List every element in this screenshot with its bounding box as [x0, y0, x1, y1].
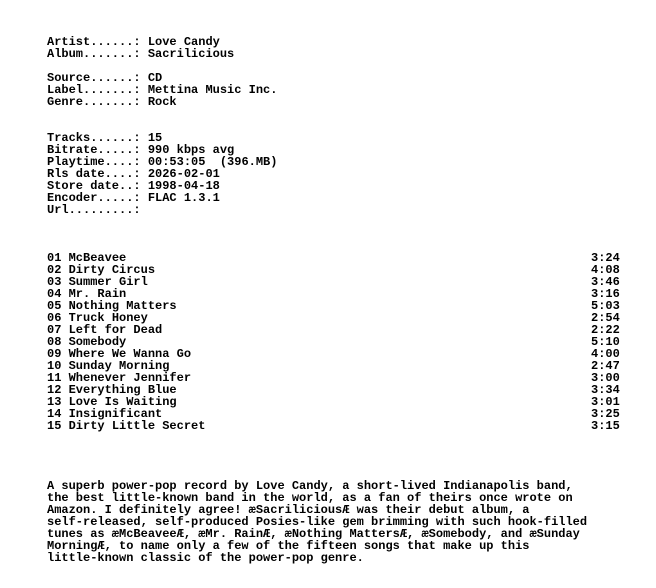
track-title: Dirty Circus [68, 263, 156, 277]
track-title: Love Is Waiting [68, 395, 177, 409]
track-title: Left for Dead [68, 323, 163, 337]
track-number: 11 [47, 371, 62, 385]
track-number: 01 [47, 251, 62, 265]
track-title: Truck Honey [68, 311, 148, 325]
track-duration: 3:34 [591, 383, 620, 397]
track-number: 12 [47, 383, 62, 397]
track-title: Mr. Rain [68, 287, 127, 301]
album-row [47, 48, 637, 60]
track-title: Summer Girl [68, 275, 148, 289]
track-title: McBeavee [68, 251, 127, 265]
tracks-value: 15 [147, 131, 163, 145]
track-duration: 3:01 [591, 395, 620, 409]
track-duration: 4:00 [591, 347, 620, 361]
rls-date-label: Rls date....: [47, 167, 141, 181]
album-description: A superb power-pop record by Love Candy, a short-lived Indianapolis band, the best little-known band in the world, as a fan of theirs once wrote on Amazon. I definitely agree! æSacriliciousÆ was their debut album, a self-released, self-produced Posies-like gem brimming with such hook-filled tunes as æMcBeaveeÆ, æMr. RainÆ, æNothing MattersÆ, æSomebody, and æSunday MorningÆ, to name only a few of the fifteen songs that make up this little-known classic of the power-pop genre. [47, 479, 588, 565]
track-duration: 3:24 [591, 251, 620, 265]
track-number: 08 [47, 335, 62, 349]
label-value: Mettina Music Inc. [147, 83, 278, 97]
track-row [47, 324, 637, 336]
url-label: Url.........: [47, 203, 141, 217]
tracks-label: Tracks......: [47, 131, 141, 145]
source-label: Source......: [47, 71, 141, 85]
playtime-value: 00:53:05 (396.MB) [147, 155, 278, 169]
bitrate-label: Bitrate.....: [47, 143, 141, 157]
track-duration: 2:22 [591, 323, 620, 337]
genre-value: Rock [147, 95, 177, 109]
track-number: 03 [47, 275, 62, 289]
track-number: 09 [47, 347, 62, 361]
genre-label: Genre.......: [47, 95, 141, 109]
track-row [47, 420, 637, 432]
track-number: 05 [47, 299, 62, 313]
track-duration: 4:08 [591, 263, 620, 277]
label-label: Label.......: [47, 83, 141, 97]
track-title: Sunday Morning [68, 359, 170, 373]
album-value: Sacrilicious [147, 47, 235, 61]
encoder-value: FLAC 1.3.1 [147, 191, 220, 205]
track-title: Whenever Jennifer [68, 371, 192, 385]
track-number: 07 [47, 323, 62, 337]
store-date-value: 1998-04-18 [147, 179, 220, 193]
track-number: 04 [47, 287, 62, 301]
artist-label: Artist......: [47, 35, 141, 49]
track-title: Insignificant [68, 407, 163, 421]
track-title: Somebody [68, 335, 127, 349]
rls-date-value: 2026-02-01 [147, 167, 220, 181]
track-duration: 3:46 [591, 275, 620, 289]
nfo-document [47, 36, 637, 564]
track-title: Where We Wanna Go [68, 347, 192, 361]
track-title: Everything Blue [68, 383, 177, 397]
encoder-label: Encoder.....: [47, 191, 141, 205]
genre-row [47, 96, 637, 108]
tracklist [47, 252, 637, 432]
track-number: 14 [47, 407, 62, 421]
playtime-label: Playtime....: [47, 155, 141, 169]
track-duration: 2:54 [591, 311, 620, 325]
track-duration: 3:00 [591, 371, 620, 385]
track-duration: 3:15 [591, 419, 620, 433]
track-number: 02 [47, 263, 62, 277]
track-number: 10 [47, 359, 62, 373]
track-duration: 3:16 [591, 287, 620, 301]
album-label: Album.......: [47, 47, 141, 61]
track-title: Dirty Little Secret [68, 419, 206, 433]
track-duration: 3:25 [591, 407, 620, 421]
url-row [47, 204, 637, 216]
artist-value: Love Candy [147, 35, 220, 49]
track-duration: 5:03 [591, 299, 620, 313]
source-value: CD [147, 71, 163, 85]
store-date-label: Store date..: [47, 179, 141, 193]
track-duration: 2:47 [591, 359, 620, 373]
track-duration: 5:10 [591, 335, 620, 349]
track-row [47, 276, 637, 288]
track-title: Nothing Matters [68, 299, 177, 313]
track-number: 13 [47, 395, 62, 409]
track-number: 06 [47, 311, 62, 325]
track-number: 15 [47, 419, 62, 433]
bitrate-value: 990 kbps avg [147, 143, 235, 157]
